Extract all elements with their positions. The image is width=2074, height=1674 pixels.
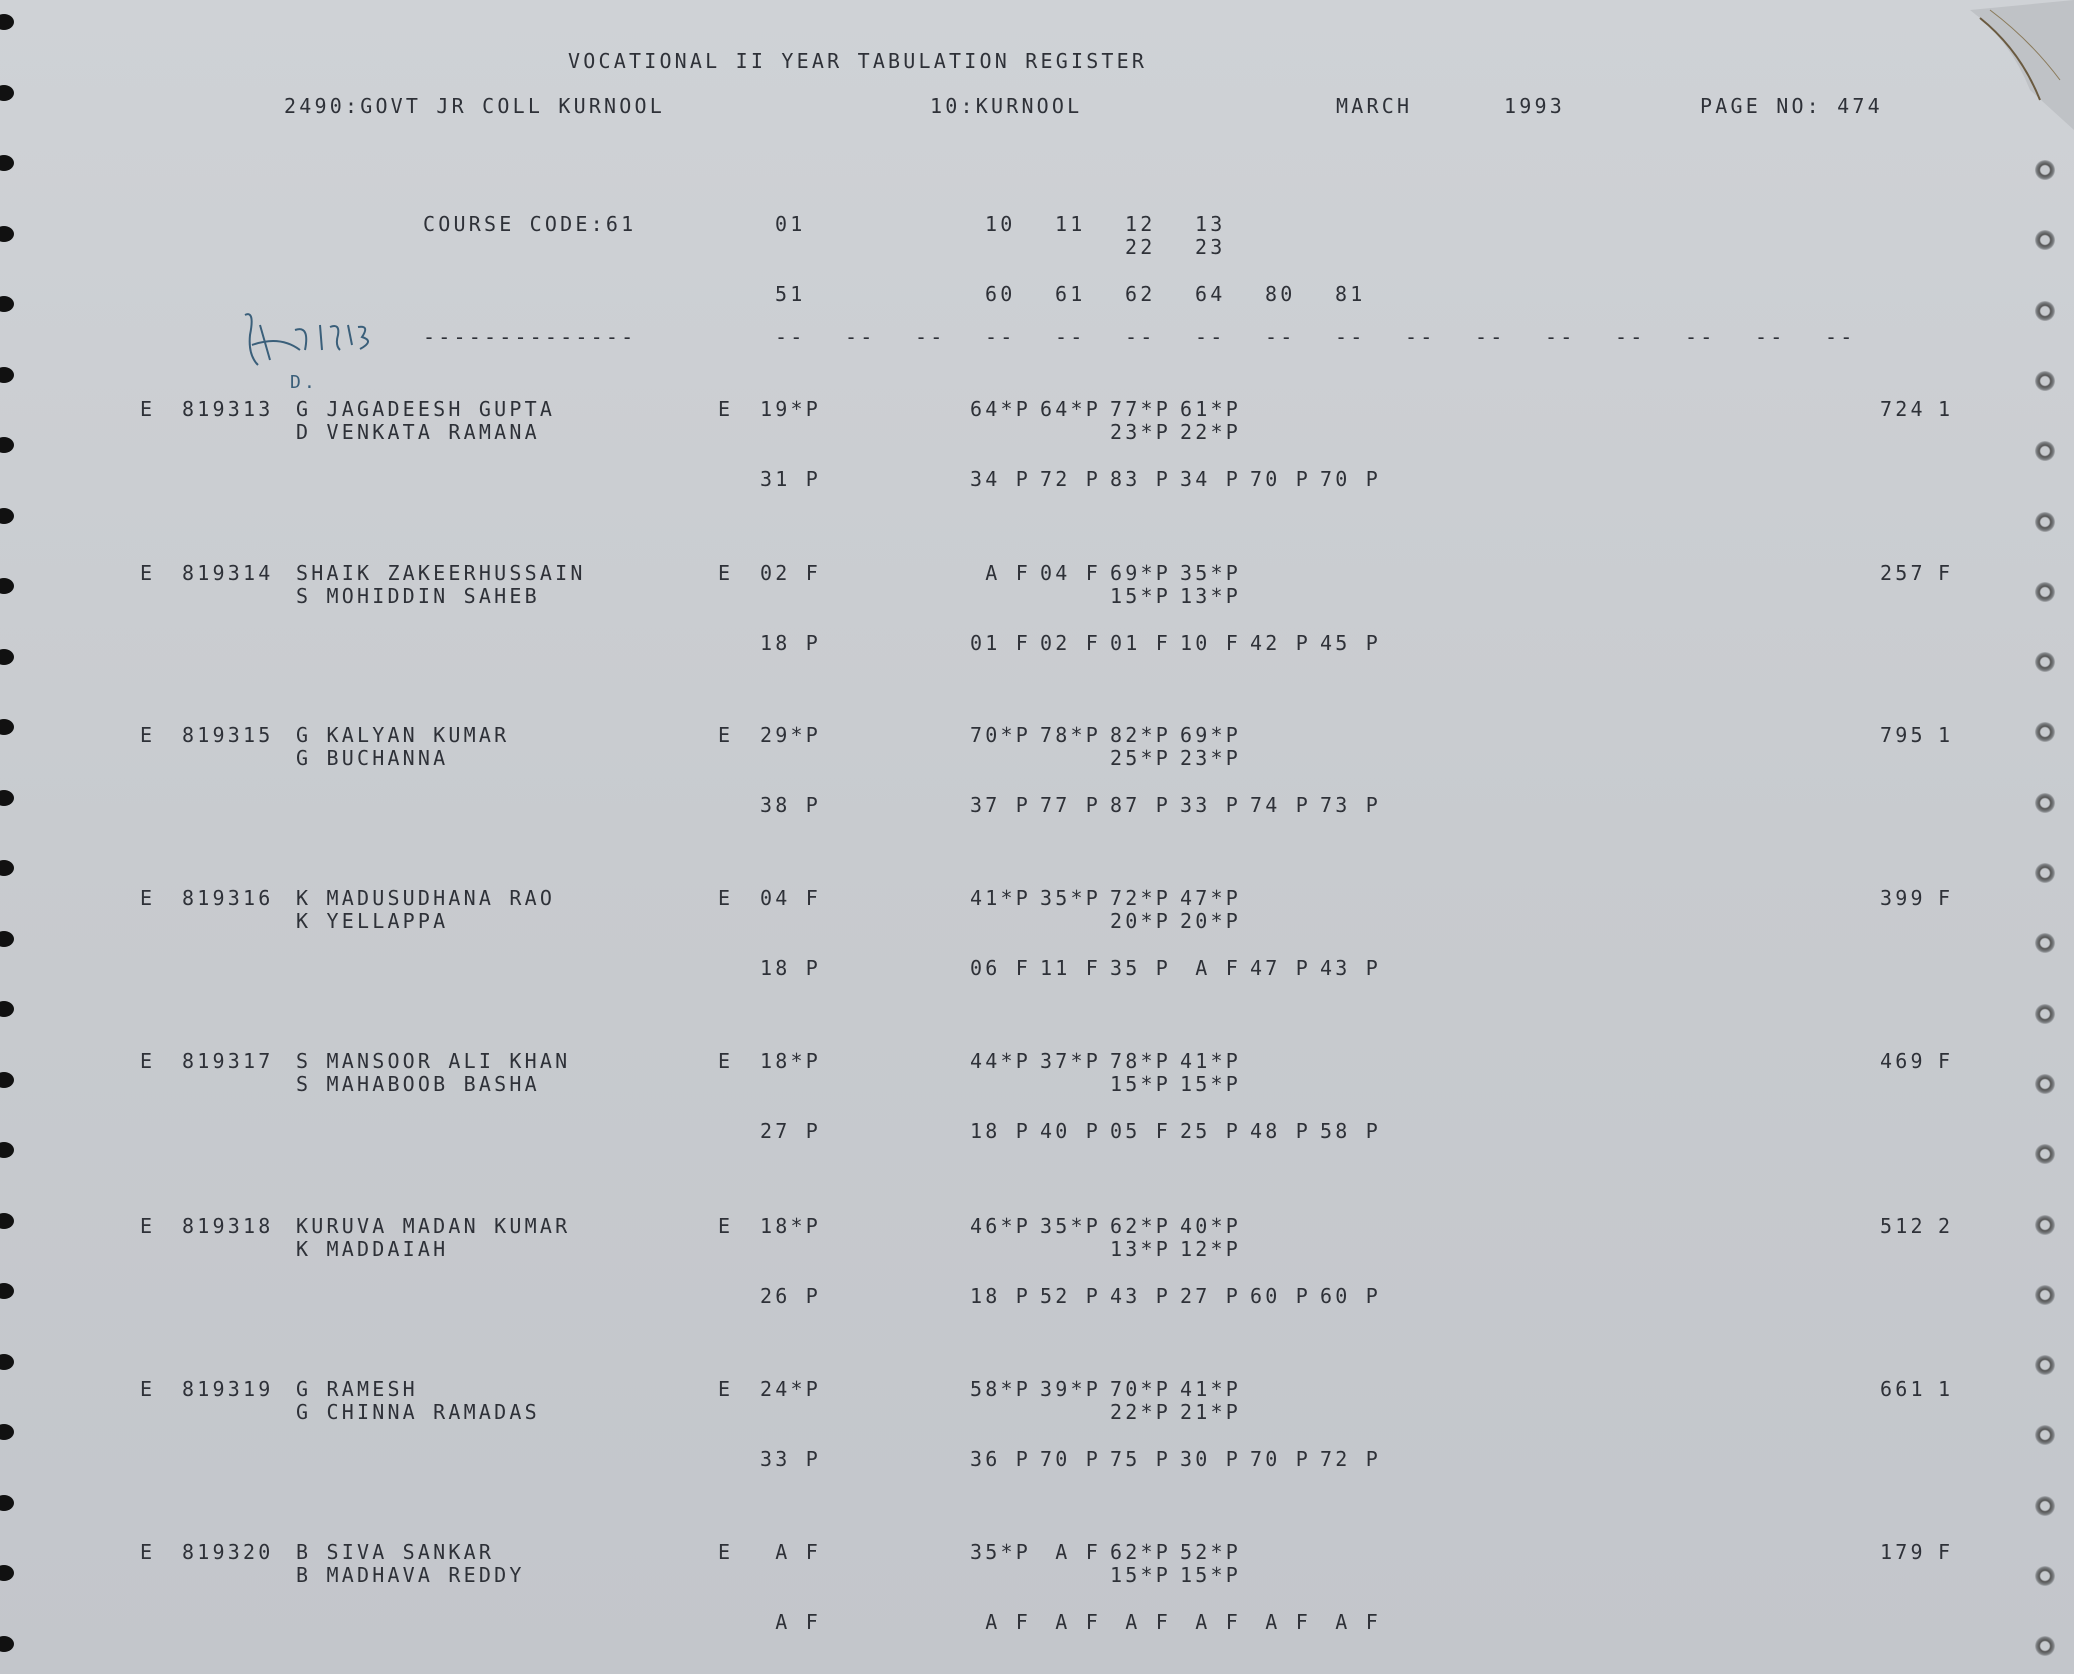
marks-row1-cell: 52*P	[1180, 1540, 1241, 1564]
result-class: F	[1938, 886, 1954, 910]
marks-row1-cell: 44*P	[970, 1049, 1031, 1073]
marks-row2-cell: 83 P	[1110, 467, 1171, 491]
feed-hole-left	[0, 719, 14, 735]
course-dash-line: --------------	[423, 325, 637, 349]
father-name: S MOHIDDIN SAHEB	[296, 584, 540, 608]
column-dash: --	[1545, 325, 1576, 349]
column-dash: --	[1475, 325, 1506, 349]
marks-row1-cell: 64*P	[1040, 397, 1101, 421]
marks-row2-cell: 33 P	[1180, 793, 1241, 817]
page-number: PAGE NO: 474	[1700, 94, 1883, 118]
marks-row1-cell: 35*P	[1180, 561, 1241, 585]
marks-row2-cell: 47 P	[1250, 956, 1311, 980]
marks-row2-cell: 01 F	[970, 631, 1031, 655]
feed-hole-left	[0, 790, 14, 806]
marks-second-subject: 18 P	[760, 631, 821, 655]
total-marks: 257	[1880, 561, 1926, 585]
marks-row1-cell: 77*P	[1110, 397, 1171, 421]
medium-code: E	[718, 1377, 734, 1401]
student-name: G JAGADEESH GUPTA	[296, 397, 556, 421]
marks-row2-cell: 70 P	[1040, 1447, 1101, 1471]
feed-hole-right	[2035, 1074, 2055, 1094]
father-name: G BUCHANNA	[296, 746, 449, 770]
marks-row1b-cell: 23*P	[1180, 746, 1241, 770]
marks-row2-cell: A F	[1110, 1610, 1171, 1634]
column-dash: --	[1125, 325, 1156, 349]
marks-row2-cell: 06 F	[970, 956, 1031, 980]
column-dash: --	[1825, 325, 1856, 349]
total-marks: 179	[1880, 1540, 1926, 1564]
feed-hole-left	[0, 1495, 14, 1511]
marks-row1-cell: 04 F	[1040, 561, 1101, 585]
student-name: SHAIK ZAKEERHUSSAIN	[296, 561, 586, 585]
marks-row1-cell: 72*P	[1110, 886, 1171, 910]
student-name: G KALYAN KUMAR	[296, 723, 510, 747]
exam-month: MARCH	[1336, 94, 1413, 118]
column-dash: --	[1265, 325, 1296, 349]
student-name: S MANSOOR ALI KHAN	[296, 1049, 571, 1073]
marks-row2-cell: 10 F	[1180, 631, 1241, 655]
marks-row1b-cell: 23*P	[1110, 420, 1171, 444]
marks-row2-cell: 60 P	[1320, 1284, 1381, 1308]
marks-row1-cell: 78*P	[1040, 723, 1101, 747]
marks-row2-cell: 34 P	[970, 467, 1031, 491]
feed-hole-right	[2035, 230, 2055, 250]
marks-row2-cell: 27 P	[1180, 1284, 1241, 1308]
marks-row2-cell: A F	[1180, 1610, 1241, 1634]
medium-code: E	[718, 886, 734, 910]
register-title: VOCATIONAL II YEAR TABULATION REGISTER	[568, 49, 1148, 73]
marks-row1-cell: 39*P	[1040, 1377, 1101, 1401]
record-prefix: E	[140, 1214, 156, 1238]
marks-row2-cell: 25 P	[1180, 1119, 1241, 1143]
marks-row2-cell: 72 P	[1320, 1447, 1381, 1471]
marks-row1-cell: 46*P	[970, 1214, 1031, 1238]
student-name: G RAMESH	[296, 1377, 418, 1401]
record-prefix: E	[140, 1377, 156, 1401]
marks-row2-cell: A F	[1250, 1610, 1311, 1634]
code-11: 11	[1055, 212, 1086, 236]
medium-code: E	[718, 1214, 734, 1238]
result-class: F	[1938, 1540, 1954, 1564]
marks-row1-cell: 58*P	[970, 1377, 1031, 1401]
code-64: 64	[1195, 282, 1226, 306]
feed-hole-right	[2035, 301, 2055, 321]
marks-row2-cell: 45 P	[1320, 631, 1381, 655]
feed-hole-right	[2035, 1215, 2055, 1235]
marks-row2-cell: 18 P	[970, 1284, 1031, 1308]
feed-hole-left	[0, 14, 14, 30]
marks-row2-cell: 70 P	[1250, 1447, 1311, 1471]
column-dash: --	[1615, 325, 1646, 349]
code-81: 81	[1335, 282, 1366, 306]
marks-row2-cell: 75 P	[1110, 1447, 1171, 1471]
marks-row1-cell: 69*P	[1110, 561, 1171, 585]
marks-row1b-cell: 20*P	[1110, 909, 1171, 933]
marks-row1-cell: 62*P	[1110, 1540, 1171, 1564]
result-class: 1	[1938, 723, 1954, 747]
marks-row2-cell: 48 P	[1250, 1119, 1311, 1143]
register-number: 819318	[182, 1214, 274, 1238]
father-name: S MAHABOOB BASHA	[296, 1072, 540, 1096]
marks-first-subject: A F	[760, 1540, 821, 1564]
column-dash: --	[1055, 325, 1086, 349]
marks-row1-cell: 37*P	[1040, 1049, 1101, 1073]
marks-first-subject: 02 F	[760, 561, 821, 585]
marks-row1-cell: 62*P	[1110, 1214, 1171, 1238]
feed-hole-left	[0, 508, 14, 524]
marks-row2-cell: 70 P	[1320, 467, 1381, 491]
college-name: 2490:GOVT JR COLL KURNOOL	[284, 94, 666, 118]
register-number: 819314	[182, 561, 274, 585]
marks-row2-cell: A F	[970, 1610, 1031, 1634]
marks-row2-cell: 70 P	[1250, 467, 1311, 491]
feed-hole-right	[2035, 512, 2055, 532]
father-name: B MADHAVA REDDY	[296, 1563, 525, 1587]
total-marks: 469	[1880, 1049, 1926, 1073]
feed-hole-right	[2035, 1496, 2055, 1516]
marks-row1-cell: A F	[1040, 1540, 1101, 1564]
code-12: 12	[1125, 212, 1156, 236]
total-marks: 399	[1880, 886, 1926, 910]
student-name: KURUVA MADAN KUMAR	[296, 1214, 571, 1238]
feed-hole-left	[0, 931, 14, 947]
feed-hole-left	[0, 367, 14, 383]
marks-row2-cell: A F	[1040, 1610, 1101, 1634]
column-dash: --	[915, 325, 946, 349]
marks-row2-cell: 77 P	[1040, 793, 1101, 817]
feed-hole-right	[2035, 933, 2055, 953]
code-23: 23	[1195, 235, 1226, 259]
feed-hole-left	[0, 1354, 14, 1370]
total-marks: 724	[1880, 397, 1926, 421]
marks-row1b-cell: 15*P	[1110, 584, 1171, 608]
column-dash: --	[1405, 325, 1436, 349]
student-name: B SIVA SANKAR	[296, 1540, 495, 1564]
marks-row2-cell: 73 P	[1320, 793, 1381, 817]
medium-code: E	[718, 397, 734, 421]
column-dash: --	[1195, 325, 1226, 349]
result-class: 1	[1938, 397, 1954, 421]
marks-row2-cell: 36 P	[970, 1447, 1031, 1471]
record-prefix: E	[140, 1049, 156, 1073]
feed-hole-right	[2035, 1285, 2055, 1305]
marks-row1-cell: 70*P	[970, 723, 1031, 747]
marks-row2-cell: 34 P	[1180, 467, 1241, 491]
marks-row1b-cell: 21*P	[1180, 1400, 1241, 1424]
handwritten-d-note: D.	[290, 372, 319, 393]
register-number: 819320	[182, 1540, 274, 1564]
marks-row1b-cell: 20*P	[1180, 909, 1241, 933]
marks-row2-cell: 11 F	[1040, 956, 1101, 980]
marks-row2-cell: 87 P	[1110, 793, 1171, 817]
marks-row1-cell: 41*P	[1180, 1377, 1241, 1401]
marks-first-subject: 18*P	[760, 1214, 821, 1238]
feed-hole-left	[0, 1001, 14, 1017]
feed-hole-right	[2035, 371, 2055, 391]
code-62: 62	[1125, 282, 1156, 306]
result-class: F	[1938, 561, 1954, 585]
medium-code: E	[718, 723, 734, 747]
code-80: 80	[1265, 282, 1296, 306]
column-dash: --	[1685, 325, 1716, 349]
register-number: 819315	[182, 723, 274, 747]
marks-row2-cell: 01 F	[1110, 631, 1171, 655]
marks-row1-cell: A F	[970, 561, 1031, 585]
medium-code: E	[718, 561, 734, 585]
feed-hole-left	[0, 1636, 14, 1652]
marks-row1-cell: 41*P	[970, 886, 1031, 910]
feed-hole-right	[2035, 1425, 2055, 1445]
record-prefix: E	[140, 561, 156, 585]
marks-row1-cell: 35*P	[1040, 1214, 1101, 1238]
course-code: COURSE CODE:61	[423, 212, 637, 236]
marks-row1b-cell: 15*P	[1110, 1072, 1171, 1096]
marks-row1b-cell: 15*P	[1180, 1072, 1241, 1096]
feed-hole-left	[0, 155, 14, 171]
marks-second-subject: A F	[760, 1610, 821, 1634]
marks-row1-cell: 69*P	[1180, 723, 1241, 747]
feed-hole-right	[2035, 582, 2055, 602]
feed-hole-right	[2035, 863, 2055, 883]
marks-second-subject: 18 P	[760, 956, 821, 980]
code-13: 13	[1195, 212, 1226, 236]
student-name: K MADUSUDHANA RAO	[296, 886, 556, 910]
feed-hole-right	[2035, 160, 2055, 180]
column-dash: --	[985, 325, 1016, 349]
marks-row1b-cell: 25*P	[1110, 746, 1171, 770]
feed-hole-left	[0, 1283, 14, 1299]
feed-hole-left	[0, 578, 14, 594]
marks-row2-cell: 58 P	[1320, 1119, 1381, 1143]
feed-hole-left	[0, 649, 14, 665]
register-number: 819313	[182, 397, 274, 421]
code-01: 01	[775, 212, 806, 236]
marks-row1b-cell: 15*P	[1110, 1563, 1171, 1587]
father-name: G CHINNA RAMADAS	[296, 1400, 540, 1424]
record-prefix: E	[140, 723, 156, 747]
feed-hole-left	[0, 296, 14, 312]
marks-row2-cell: 60 P	[1250, 1284, 1311, 1308]
marks-row1b-cell: 13*P	[1110, 1237, 1171, 1261]
result-class: 2	[1938, 1214, 1954, 1238]
marks-row2-cell: 05 F	[1110, 1119, 1171, 1143]
code-51: 51	[775, 282, 806, 306]
marks-row1b-cell: 22*P	[1180, 420, 1241, 444]
marks-row2-cell: 02 F	[1040, 631, 1101, 655]
exam-year: 1993	[1504, 94, 1565, 118]
register-number: 819317	[182, 1049, 274, 1073]
marks-second-subject: 31 P	[760, 467, 821, 491]
marks-row1b-cell: 13*P	[1180, 584, 1241, 608]
marks-first-subject: 04 F	[760, 886, 821, 910]
code-10: 10	[985, 212, 1016, 236]
marks-second-subject: 33 P	[760, 1447, 821, 1471]
marks-row1-cell: 47*P	[1180, 886, 1241, 910]
feed-hole-right	[2035, 1355, 2055, 1375]
feed-hole-right	[2035, 793, 2055, 813]
medium-code: E	[718, 1540, 734, 1564]
marks-row2-cell: 30 P	[1180, 1447, 1241, 1471]
total-marks: 795	[1880, 723, 1926, 747]
column-dash: --	[845, 325, 876, 349]
record-prefix: E	[140, 397, 156, 421]
feed-hole-right	[2035, 1004, 2055, 1024]
record-prefix: E	[140, 886, 156, 910]
feed-hole-left	[0, 1072, 14, 1088]
feed-hole-right	[2035, 722, 2055, 742]
marks-second-subject: 38 P	[760, 793, 821, 817]
marks-second-subject: 27 P	[760, 1119, 821, 1143]
marks-row2-cell: A F	[1180, 956, 1241, 980]
district-name: 10:KURNOOL	[930, 94, 1083, 118]
feed-hole-right	[2035, 1636, 2055, 1656]
marks-row1-cell: 41*P	[1180, 1049, 1241, 1073]
marks-second-subject: 26 P	[760, 1284, 821, 1308]
total-marks: 512	[1880, 1214, 1926, 1238]
feed-hole-left	[0, 437, 14, 453]
marks-row2-cell: 74 P	[1250, 793, 1311, 817]
marks-row2-cell: 72 P	[1040, 467, 1101, 491]
feed-hole-left	[0, 1213, 14, 1229]
column-dash: --	[1335, 325, 1366, 349]
code-22: 22	[1125, 235, 1156, 259]
marks-row1-cell: 35*P	[1040, 886, 1101, 910]
marks-row1-cell: 40*P	[1180, 1214, 1241, 1238]
marks-row2-cell: 35 P	[1110, 956, 1171, 980]
code-61: 61	[1055, 282, 1086, 306]
marks-row1-cell: 78*P	[1110, 1049, 1171, 1073]
marks-row1b-cell: 15*P	[1180, 1563, 1241, 1587]
father-name: D VENKATA RAMANA	[296, 420, 540, 444]
register-number: 819319	[182, 1377, 274, 1401]
result-class: F	[1938, 1049, 1954, 1073]
marks-row1-cell: 61*P	[1180, 397, 1241, 421]
column-dash: --	[1755, 325, 1786, 349]
feed-hole-right	[2035, 1144, 2055, 1164]
marks-row2-cell: 40 P	[1040, 1119, 1101, 1143]
medium-code: E	[718, 1049, 734, 1073]
register-number: 819316	[182, 886, 274, 910]
total-marks: 661	[1880, 1377, 1926, 1401]
marks-first-subject: 29*P	[760, 723, 821, 747]
marks-first-subject: 19*P	[760, 397, 821, 421]
record-prefix: E	[140, 1540, 156, 1564]
feed-hole-left	[0, 1424, 14, 1440]
father-name: K YELLAPPA	[296, 909, 449, 933]
marks-row2-cell: 37 P	[970, 793, 1031, 817]
feed-hole-left	[0, 85, 14, 101]
marks-row1-cell: 35*P	[970, 1540, 1031, 1564]
feed-hole-right	[2035, 652, 2055, 672]
result-class: 1	[1938, 1377, 1954, 1401]
marks-first-subject: 24*P	[760, 1377, 821, 1401]
marks-row2-cell: 52 P	[1040, 1284, 1101, 1308]
feed-hole-left	[0, 860, 14, 876]
feed-hole-right	[2035, 1566, 2055, 1586]
marks-row2-cell: 43 P	[1110, 1284, 1171, 1308]
marks-row2-cell: 18 P	[970, 1119, 1031, 1143]
marks-row2-cell: 42 P	[1250, 631, 1311, 655]
marks-row1-cell: 64*P	[970, 397, 1031, 421]
feed-hole-right	[2035, 441, 2055, 461]
feed-hole-left	[0, 1142, 14, 1158]
feed-hole-left	[0, 226, 14, 242]
marks-row1-cell: 82*P	[1110, 723, 1171, 747]
marks-row1-cell: 70*P	[1110, 1377, 1171, 1401]
column-dash: --	[775, 325, 806, 349]
marks-first-subject: 18*P	[760, 1049, 821, 1073]
marks-row1b-cell: 22*P	[1110, 1400, 1171, 1424]
marks-row1b-cell: 12*P	[1180, 1237, 1241, 1261]
code-60: 60	[985, 282, 1016, 306]
corner-fold-mark	[1970, 0, 2074, 130]
marks-row2-cell: A F	[1320, 1610, 1381, 1634]
marks-row2-cell: 43 P	[1320, 956, 1381, 980]
feed-hole-left	[0, 1565, 14, 1581]
father-name: K MADDAIAH	[296, 1237, 449, 1261]
